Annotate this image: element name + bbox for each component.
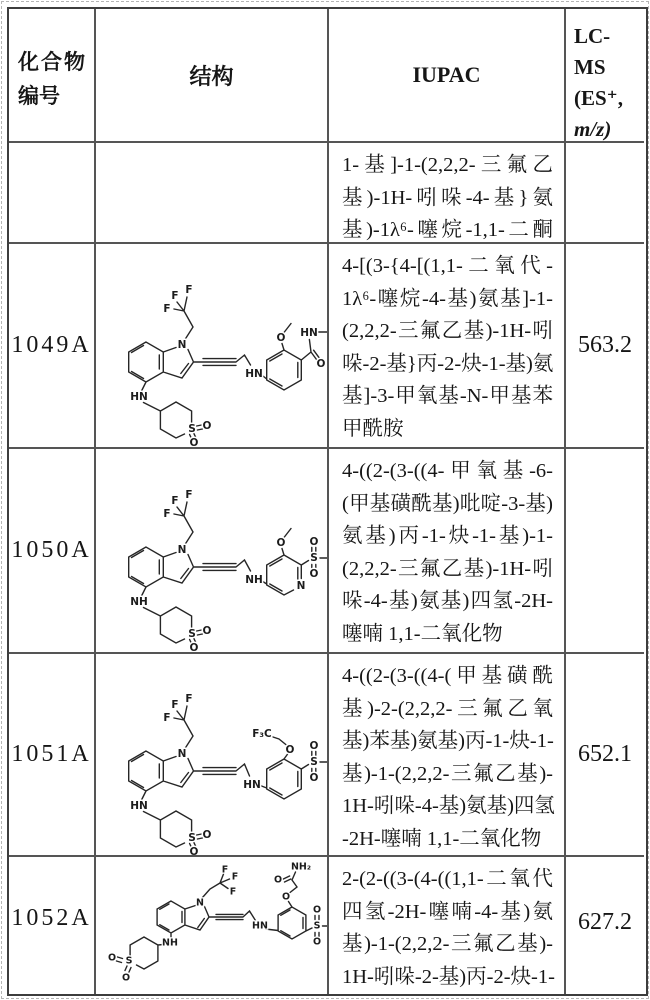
structure-1052a-drawing — [96, 859, 327, 992]
atom-label: N — [177, 339, 187, 351]
atom-label: S — [310, 756, 318, 768]
atom-label: S — [313, 920, 321, 932]
lcms-value: 563.2 — [578, 332, 632, 358]
atom-label: F — [229, 886, 237, 898]
lcms-cell — [566, 143, 644, 244]
atom-label: O — [309, 536, 319, 548]
atom-label: O — [189, 846, 199, 856]
header-iupac-label: IUPAC — [412, 62, 481, 87]
text-line: 甲酰胺 — [342, 417, 404, 440]
text-line: 1-基]-1-(2,2,2-三氟乙 — [342, 154, 553, 176]
iupac-cell — [329, 244, 566, 449]
atom-label: NH — [162, 937, 178, 949]
atom-label: S — [188, 423, 196, 435]
compound-table — [7, 7, 648, 996]
atom-label: HN — [130, 800, 148, 812]
atom-label: O — [309, 772, 319, 784]
atom-label: O — [107, 952, 117, 964]
compound-id-cell — [9, 244, 96, 449]
atom-label: NH — [245, 574, 263, 586]
text-line: 基)苯基)氨基)丙-1-炔-1- — [342, 730, 554, 753]
atom-label: S — [188, 832, 196, 844]
atom-label: F — [163, 508, 171, 520]
iupac-cell — [329, 654, 566, 857]
atom-label: F — [221, 864, 229, 876]
lcms-cell — [566, 857, 644, 996]
text-line: 化合物 — [18, 50, 85, 74]
compound-id-cell — [9, 449, 96, 654]
text-line: 编号 — [18, 84, 60, 108]
header-compound-id — [9, 9, 96, 143]
atom-label: O — [202, 625, 212, 637]
atom-label: O — [316, 358, 326, 370]
text-line: (2,2,2-三氟乙基)-1H-吲 — [342, 320, 553, 343]
text-line: 1H-吲哚-2-基)丙-2-炔-1- — [342, 965, 555, 988]
atom-label: N — [177, 748, 187, 760]
atom-label: O — [276, 332, 286, 344]
structure-1051a-drawing — [96, 654, 327, 856]
atom-label: O — [202, 829, 212, 841]
atom-label: F — [185, 693, 193, 705]
text-line: 基]-3-甲氧基-N-甲基苯 — [342, 385, 553, 408]
atom-label: HN — [252, 920, 268, 932]
atom-label: O — [309, 568, 319, 580]
compound-id-cell — [9, 143, 96, 244]
atom-label: HN — [130, 391, 148, 403]
atom-label: S — [310, 552, 318, 564]
atom-label: O — [273, 874, 283, 886]
atom-label: NH — [130, 596, 148, 608]
lcms-cell — [566, 244, 644, 449]
atom-label: O — [121, 972, 131, 984]
structure-cell — [96, 857, 329, 996]
atom-label: O — [189, 642, 199, 652]
text-line: -2H-噻喃 1,1-二氧化物 — [342, 827, 542, 850]
text-line: 4-[(3-{4-[(1,1-二氧代- — [342, 255, 553, 277]
compound-id-cell — [9, 654, 96, 857]
structure-cell — [96, 654, 329, 857]
structure-cell-empty — [96, 143, 329, 244]
atom-label: F — [163, 712, 171, 724]
atom-label: O — [309, 740, 319, 752]
atom-label: O — [202, 420, 212, 432]
text-line: 氨基)丙-1-炔-1-基)-1- — [342, 525, 553, 548]
text-line: 4-((2-(3-((4-甲氧基-6- — [342, 460, 553, 482]
atom-label: O — [312, 904, 322, 916]
compound-id-cell — [9, 857, 96, 996]
text-line: (ES⁺, — [574, 86, 624, 110]
text-line: 四氢-2H-噻喃-4-基)氨 — [342, 900, 553, 923]
compound-id: 1050A — [11, 537, 92, 563]
text-line: 基)-2-(2,2,2-三氟乙氧 — [342, 697, 553, 720]
text-line: 哚-2-基}丙-2-炔-1-基)氨 — [342, 352, 554, 375]
atom-label: F — [185, 284, 193, 296]
atom-label: HN — [300, 327, 318, 339]
text-line: 哚-4-基)氨基)四氢-2H- — [342, 590, 553, 613]
compound-id: 1051A — [11, 741, 92, 767]
compound-id: 1049A — [11, 332, 92, 358]
text-line: (甲基磺酰基)吡啶-3-基) — [342, 492, 553, 515]
text-line: 噻喃 1,1-二氧化物 — [342, 622, 503, 645]
iupac-cell — [329, 143, 566, 244]
structure-1049a-drawing — [96, 244, 327, 447]
text-line: MS — [574, 55, 606, 79]
atom-label: F — [231, 871, 239, 883]
text-line: 1λ⁶-噻烷-4-基)氨基]-1- — [342, 287, 553, 310]
atom-label: F₃C — [252, 728, 272, 740]
header-structure-label: 结构 — [189, 63, 234, 89]
structure-1050a-drawing — [96, 449, 327, 652]
compound-id: 1052A — [11, 905, 92, 931]
text-line: 4-((2-(3-((4-(甲基磺酰 — [342, 665, 553, 687]
text-line: 基)-1-(2,2,2-三氟乙基)- — [342, 762, 553, 785]
lcms-cell — [566, 654, 644, 857]
iupac-cell — [329, 857, 566, 996]
atom-label: O — [285, 744, 295, 756]
header-lcms — [566, 9, 644, 143]
lcms-value: 652.1 — [578, 741, 632, 767]
atom-label: S — [188, 628, 196, 640]
atom-label: F — [185, 489, 193, 501]
lcms-cell — [566, 449, 644, 654]
structure-cell — [96, 244, 329, 449]
text-line: m/z) — [574, 117, 612, 141]
header-iupac — [329, 9, 566, 143]
text-line: 1H-吲哚-4-基)氨基)四氢 — [342, 795, 555, 818]
text-line: 基)-1-(2,2,2-三氟乙基)- — [342, 933, 553, 956]
text-line: 基)-1λ⁶-噻烷-1,1-二酮 — [342, 219, 553, 242]
structure-cell — [96, 449, 329, 654]
atom-label: O — [312, 936, 322, 948]
atom-label: F — [171, 699, 179, 711]
atom-label: N — [296, 580, 306, 592]
atom-label: O — [189, 437, 199, 447]
atom-label: F — [171, 290, 179, 302]
text-line: LC- — [574, 24, 611, 48]
text-line: 基)-1H-吲哚-4-基}氨 — [342, 186, 553, 209]
lcms-value: 627.2 — [578, 909, 632, 935]
atom-label: HN — [243, 779, 261, 791]
iupac-cell — [329, 449, 566, 654]
atom-label: N — [177, 544, 187, 556]
header-structure — [96, 9, 329, 143]
atom-label: O — [281, 891, 291, 903]
atom-label: F — [163, 303, 171, 315]
text-line: (2,2,2-三氟乙基)-1H-吲 — [342, 557, 553, 580]
atom-label: N — [196, 897, 204, 909]
atom-label: NH₂ — [290, 861, 312, 873]
text-line: 2-(2-((3-(4-((1,1-二氧代 — [342, 868, 553, 890]
atom-label: HN — [245, 368, 263, 380]
atom-label: F — [171, 495, 179, 507]
atom-label: S — [125, 955, 133, 967]
atom-label: O — [276, 537, 286, 549]
